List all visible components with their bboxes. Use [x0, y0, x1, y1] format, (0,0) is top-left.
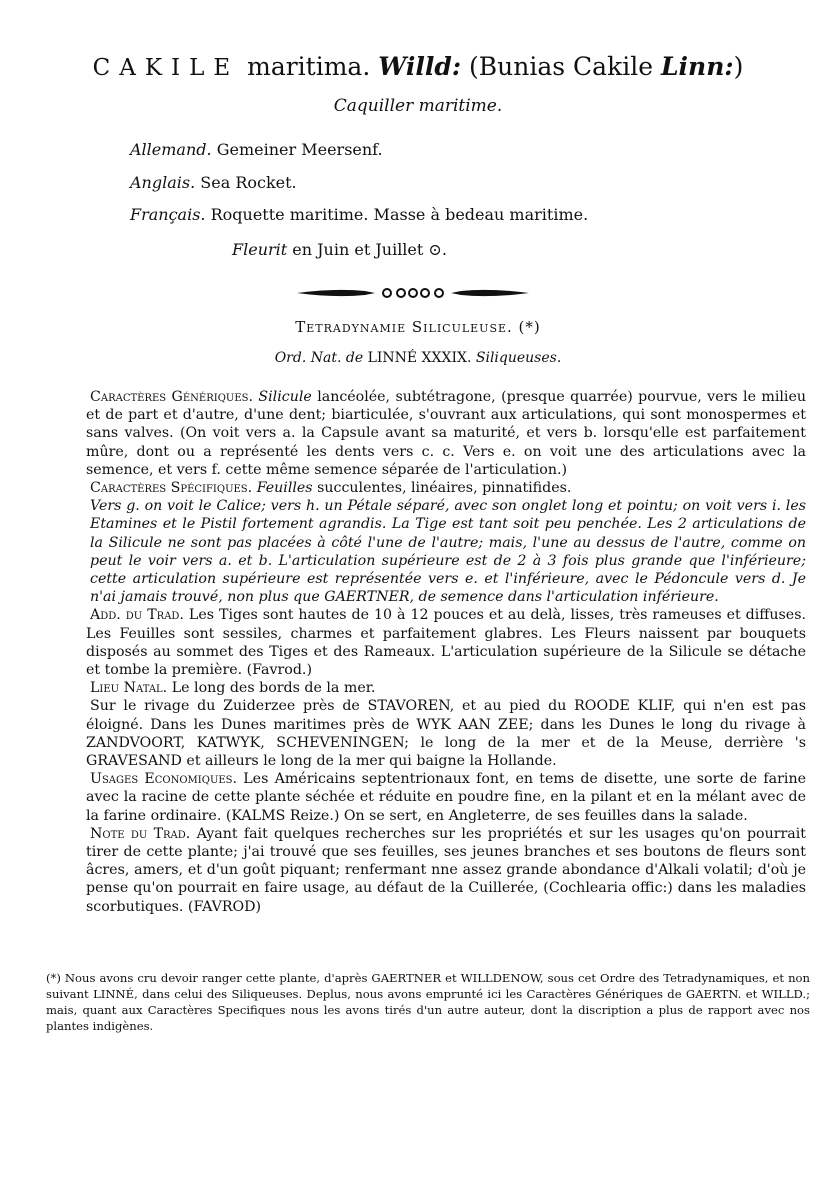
footnote: (*) Nous avons cru devoir ranger cette plante, d'après GAERTNER et WILLDENOW, sous cet Ordre des Tetradynamiques, et non suivant LINNÉ, dans celui des Siliqueuses. Deplus, nous avons emprunté ici les Caractères Génériques de GAERTN. et WILLD.; mais, quant aux Caractères Specifiques nous les avons tirés d'un autre auteur, dont la discription a plus de rapport avec nos plantes indigènes.: [46, 971, 810, 1033]
generic-characters: [86, 388, 806, 479]
localities: Sur le rivage du Zuiderzee près de STAVOREN, et au pied du ROODE KLIF, qui n'en est pas éloigné. Dans les Dunes maritimes près de WYK AAN ZEE; dans les Dunes le long du rivage à ZANDVOORT, KATWYK, SCHEVENINGEN; le long de la mer et de la Meuse, derrière 's GRAVESAND et ailleurs le long de la mer qui baigne la Hollande.: [86, 698, 806, 770]
species-name: maritima.: [247, 52, 371, 81]
description-body: [86, 388, 806, 916]
paragraph-heading: Add. du Trad.: [90, 607, 184, 624]
ornamental-divider: [295, 283, 531, 303]
flowering-time: [232, 240, 447, 259]
synonym-close: ): [733, 52, 744, 81]
term: Feuilles: [256, 480, 313, 497]
vernacular-english: [130, 173, 297, 192]
specific-characters: [86, 479, 806, 497]
figure-notes: Vers g. on voit le Calice; vers h. un Pétale séparé, avec son onglet long et pointu; on voit vers i. les Etamines et le Pistil fortement agrandis. La Tige est tant soit peu penchée. Les 2 articulations de la Silicule ne sont pas placées à côté l'une de l'autre; mais, l'une au dessus de l'autre, comme on peut le voir vers a. et b. L'articulation supérieure est de 2 à 3 fois plus grande que l'inférieure; cette articulation supérieure est représentée vers e. et l'inférieure, avec le Pédoncule vers d. Je n'ai jamais trouvé, non plus que GAERTNER, de semence dans l'articulation inférieure.: [90, 498, 806, 606]
vernacular-french: [130, 205, 588, 224]
paragraph-text: Ayant fait quelques recherches sur les propriétés et sur les usages qu'on pourrait tirer de cette plante; j'ai trouvé que ses feuilles, ses jeunes branches et ses boutons de fleurs sont âcres, amers, et d'un goût piquant; renfermant nne assez grande abondance d'Alkali volatil; d'où je pense qu'on pourrait en faire usage, au défaut de la Cuillerée, (Cochlearia offic:) dans les maladies scorbutiques. (FAVROD): [86, 825, 806, 915]
flowering-text: en Juin et Juillet ⊙.: [292, 240, 447, 259]
synonym-author: Linn:: [660, 52, 734, 81]
paragraph-text: lancéolée, subtétragone, (presque quarrée) pourvue, vers le milieu et de part et d'autre, d'une dent; biarticulée, s'ouvrant aux articulations, qui sont monospermes et sans valves. (On voit vers a. la Capsule avant sa maturité, et vers b. lorsqu'elle est parfaitement mûre, dont ou a représenté les dents vers c. c. Vers e. on voit une des articulations avec la semence, et vers f. cette même semence séparée de l'articulation.): [86, 389, 807, 478]
vernacular-name: Roquette maritime. Masse à bedeau maritime.: [210, 205, 589, 224]
synonym: (Bunias Cakile: [469, 52, 654, 81]
vernacular-lang: Allemand.: [130, 140, 212, 159]
vernacular-name: Gemeiner Meersenf.: [216, 140, 383, 159]
paragraph-heading: Caractères Génériques.: [90, 389, 253, 405]
order-prefix: Ord. Nat. de: [274, 350, 364, 366]
paragraph-heading: Note du Trad.: [90, 825, 191, 842]
french-common-name: Caquiller maritime.: [333, 96, 503, 116]
economic-uses: [86, 770, 806, 825]
linnaean-class: Tetradynamie Siliculeuse. (*): [295, 318, 541, 336]
paragraph-heading: Usages Economiques.: [90, 771, 238, 788]
vernacular-german: [130, 140, 383, 159]
paragraph-text: Les Américains septentrionaux font, en tems de disette, une sorte de farine avec la racine de cette plante séchée et réduite en poudre fine, en la pilant et en la mélant avec de la farine ordinaire. (KALMS Reize.) On se sert, en Angleterre, de ses feuilles dans la salade.: [86, 771, 806, 824]
order-name: Siliqueuses.: [475, 350, 562, 366]
translator-addition: [86, 606, 806, 679]
paragraph-heading: Lieu Natal.: [90, 680, 168, 697]
vernacular-lang: Français.: [130, 205, 206, 224]
native-habitat: [86, 679, 806, 697]
vernacular-lang: Anglais.: [130, 173, 196, 192]
genus-name: CAKILE: [92, 55, 240, 81]
page-title: [0, 52, 836, 81]
natural-order: [0, 350, 836, 366]
paragraph-text: succulentes, linéaires, pinnatifides.: [312, 480, 572, 497]
paragraph-text: Les Tiges sont hautes de 10 à 12 pouces et au delà, lisses, très rameuses et diffuses. Les Feuilles sont sessiles, charmes et parfaitement glabres. Les Fleurs naissent par bouquets disposés au sommet des Tiges et des Rameaux. L'articulation supérieure de la Silicule se détache et tombe la première. (Favrod.): [86, 607, 806, 679]
paragraph-heading: Caractères Spécifiques.: [90, 480, 253, 497]
vernacular-name: Sea Rocket.: [200, 173, 297, 192]
paragraph-text: Le long des bords de la mer.: [167, 680, 376, 697]
term: Silicule: [258, 389, 312, 405]
flowering-label: Fleurit: [232, 240, 288, 259]
order-author: LINNÉ XXXIX.: [367, 350, 472, 366]
species-author: Willd:: [378, 52, 462, 81]
translator-note: [86, 825, 806, 916]
